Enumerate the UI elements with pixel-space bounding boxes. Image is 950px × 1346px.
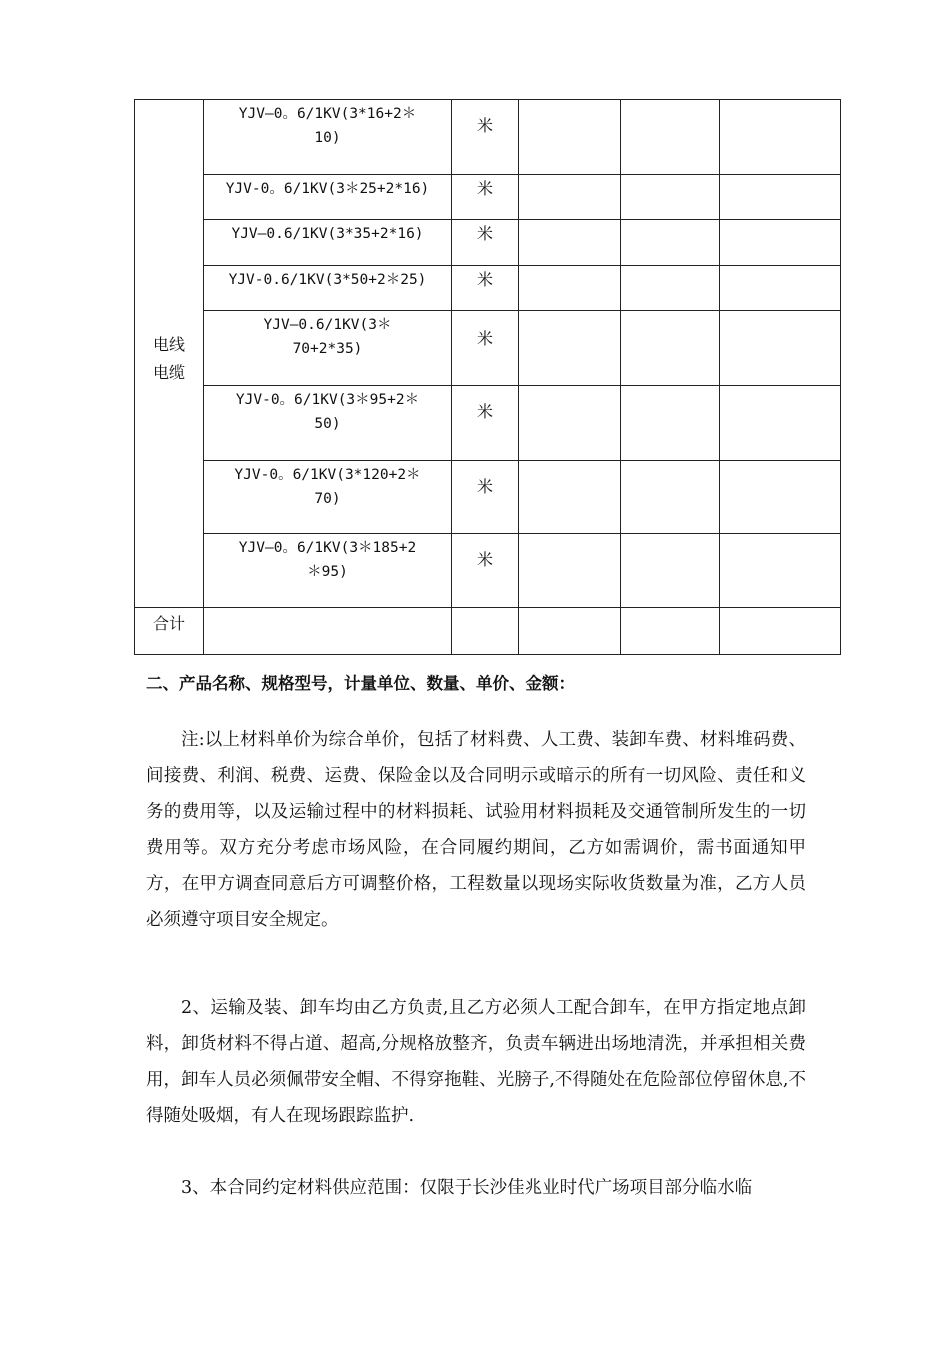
unit-cell: 米 [452, 461, 519, 534]
unit-cell: 米 [452, 220, 519, 266]
quantity-cell [519, 386, 621, 461]
quantity-cell [519, 461, 621, 534]
unit-cell: 米 [452, 100, 519, 175]
amount-cell [720, 534, 841, 608]
unit-price-cell [621, 100, 720, 175]
unit-price-cell [621, 386, 720, 461]
unit-price-cell [621, 311, 720, 386]
spec-cell: YJV-0.6/1KV(3*50+2＊25) [204, 266, 452, 311]
quantity-cell [519, 175, 621, 220]
unit-price-cell [621, 266, 720, 311]
total-row [135, 608, 841, 655]
quantity-cell [519, 311, 621, 386]
quantity-cell [519, 220, 621, 266]
category-cell [135, 100, 204, 608]
amount-cell [720, 311, 841, 386]
amount-cell [720, 175, 841, 220]
unit-cell: 米 [452, 534, 519, 608]
quantity-cell [519, 266, 621, 311]
quantity-cell [519, 534, 621, 608]
unit-price-cell [621, 175, 720, 220]
unit-cell: 米 [452, 266, 519, 311]
quantity-cell [519, 100, 621, 175]
amount-cell [720, 461, 841, 534]
table-row [135, 175, 841, 220]
category-label: 电线 电缆 [152, 334, 185, 382]
unit-cell: 米 [452, 175, 519, 220]
spec-cell: YJV—0。6/1KV(3＊185+2 ＊95) [204, 534, 452, 608]
table-row [135, 220, 841, 266]
section-heading: 二、产品名称、规格型号，计量单位、数量、单价、金额： [146, 674, 575, 693]
spec-cell: YJV-0。6/1KV(3*120+2＊ 70) [204, 461, 452, 534]
unit-price-cell [621, 220, 720, 266]
unit-price-cell [621, 534, 720, 608]
total-spec-cell [204, 608, 452, 655]
table-row [135, 311, 841, 386]
amount-cell [720, 386, 841, 461]
transport-clause-paragraph: 2、运输及装、卸车均由乙方负责,且乙方必须人工配合卸车，在甲方指定地点卸料，卸货材料不得占道、超高,分规格放整齐，负责车辆进出场地清洗，并承担相关费用，卸车人员必须佩带安全帽、不得穿拖鞋、光膀子,不得随处在危险部位停留休息,不得随处吸烟，有人在现场跟踪监护. [146, 998, 806, 1126]
unit-cell: 米 [452, 386, 519, 461]
spec-cell: YJV-0。6/1KV(3＊95+2＊ 50) [204, 386, 452, 461]
amount-cell [720, 266, 841, 311]
total-unit-cell [452, 608, 519, 655]
supply-scope-paragraph: 3、本合同约定材料供应范围：仅限于长沙佳兆业时代广场项目部分临水临 [181, 1178, 753, 1198]
amount-cell [720, 220, 841, 266]
table-row [135, 266, 841, 311]
amount-cell [720, 100, 841, 175]
total-label: 合计 [135, 608, 204, 655]
table-row [135, 534, 841, 608]
total-unit-price-cell [621, 608, 720, 655]
total-amount-cell [720, 608, 841, 655]
table-row [135, 461, 841, 534]
table-row [135, 386, 841, 461]
spec-cell: YJV—0。6/1KV(3*16+2＊ 10) [204, 100, 452, 175]
pricing-note-paragraph: 注:以上材料单价为综合单价，包括了材料费、人工费、装卸车费、材料堆码费、间接费、利润、税费、运费、保险金以及合同明示或暗示的所有一切风险、责任和义务的费用等，以及运输过程中的材料损耗、试验用材料损耗及交通管制所发生的一切费用等。双方充分考虑市场风险，在合同履约期间，乙方如需调价，需书面通知甲方，在甲方调查同意后方可调整价格，工程数量以现场实际收货数量为准，乙方人员必须遵守项目安全规定。 [146, 730, 806, 930]
unit-price-cell [621, 461, 720, 534]
unit-cell: 米 [452, 311, 519, 386]
spec-cell: YJV—0.6/1KV(3*35+2*16) [204, 220, 452, 266]
total-quantity-cell [519, 608, 621, 655]
spec-cell: YJV—0.6/1KV(3＊ 70+2*35) [204, 311, 452, 386]
cable-materials-table [134, 99, 841, 655]
spec-cell: YJV-0。6/1KV(3＊25+2*16) [204, 175, 452, 220]
table-row [135, 100, 841, 175]
